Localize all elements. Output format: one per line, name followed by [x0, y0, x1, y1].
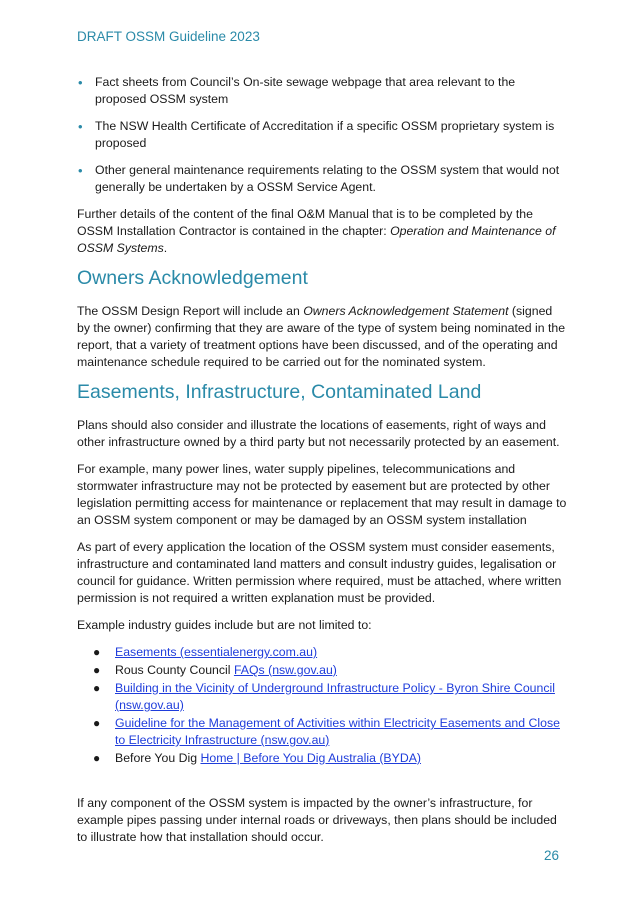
guides-intro: Example industry guides include but are not limited to:: [77, 618, 372, 632]
heading-owners-acknowledgement: Owners Acknowledgement: [77, 267, 308, 289]
list-item: ● Rous County Council FAQs (nsw.gov.au): [93, 663, 337, 677]
bullet-icon: •: [78, 119, 83, 134]
link-rous-faqs[interactable]: FAQs (nsw.gov.au): [233, 663, 337, 677]
owners-paragraph: The OSSM Design Report will include an Owners Acknowledgement Statement (signed by the owner) confirming that they are aware of the type of system being nominated in the report, that a variety of treatment options have been discussed, and of the operating and maintenance schedule required to be carried out for the nominated system.: [77, 304, 566, 369]
heading-easements: Easements, Infrastructure, Contaminated Land: [77, 381, 482, 403]
list-item: • Other general maintenance requirements relating to the OSSM system that would not generally be undertaken by a OSSM Service Agent.: [78, 163, 560, 194]
bullet-icon: •: [78, 163, 83, 178]
bullet-icon: ●: [93, 663, 101, 677]
link-before-you-dig[interactable]: Home | Before You Dig Australia (BYDA): [200, 751, 422, 765]
closing-paragraph: If any component of the OSSM system is impacted by the owner’s infrastructure, for example pipes passing under internal roads or driveways, then plans should be included to illustrate how that installation should occur.: [77, 796, 557, 844]
intro-bullet-list: [77, 74, 567, 196]
running-header: DRAFT OSSM Guideline 2023: [77, 29, 260, 44]
page-number: 26: [544, 848, 560, 863]
bullet-icon: ●: [93, 681, 101, 695]
list-item: [77, 644, 567, 661]
list-item: ● Before You Dig Home | Before You Dig Australia (BYDA): [93, 751, 422, 765]
bullet-icon: •: [78, 75, 83, 90]
list-item: [77, 680, 567, 714]
om-manual-paragraph: Further details of the content of the final O&M Manual that is to be completed by the OSSM Installation Contractor is contained in the chapter: Operation and Maintenance of OSSM Systems.: [77, 207, 556, 255]
bullet-icon: ●: [93, 716, 101, 730]
easements-paragraph-1: Plans should also consider and illustrate the locations of easements, right of ways and other infrastructure owned by a third party but not necessarily protected by an easement.: [77, 418, 560, 449]
list-item: • The NSW Health Certificate of Accreditation if a specific OSSM proprietary system is proposed: [78, 119, 555, 150]
easements-paragraph-3: As part of every application the location of the OSSM system must consider easements, infrastructure and contaminated land matters and consult industry guides, legalisation or council for guidance. Written permission where required, must be attached, where written permission is not required a written explanation must be provided.: [77, 540, 562, 605]
link-electricity-easements-guideline[interactable]: Guideline for the Management of Activities within Electricity Easements and Close to Electricity Infrastructure (nsw.gov.au): [115, 716, 560, 747]
page-content: [77, 74, 567, 856]
link-byron-underground-policy[interactable]: Building in the Vicinity of Underground Infrastructure Policy - Byron Shire Council (nsw.gov.au): [115, 681, 555, 712]
list-item: • Fact sheets from Council’s On-site sewage webpage that area relevant to the proposed OSSM system: [78, 75, 516, 106]
list-item: [77, 715, 567, 749]
link-easements-essential-energy[interactable]: Easements (essentialenergy.com.au): [115, 645, 318, 659]
industry-guides-list: [77, 644, 567, 767]
bullet-icon: ●: [93, 645, 101, 659]
easements-paragraph-2: For example, many power lines, water supply pipelines, telecommunications and stormwater infrastructure may not be protected by easement but are protected by other legislation permitting access for maintenance or replacement that may result in damage to an OSSM system component or may be damaged by an OSSM system installation: [77, 462, 567, 527]
bullet-icon: ●: [93, 751, 101, 765]
